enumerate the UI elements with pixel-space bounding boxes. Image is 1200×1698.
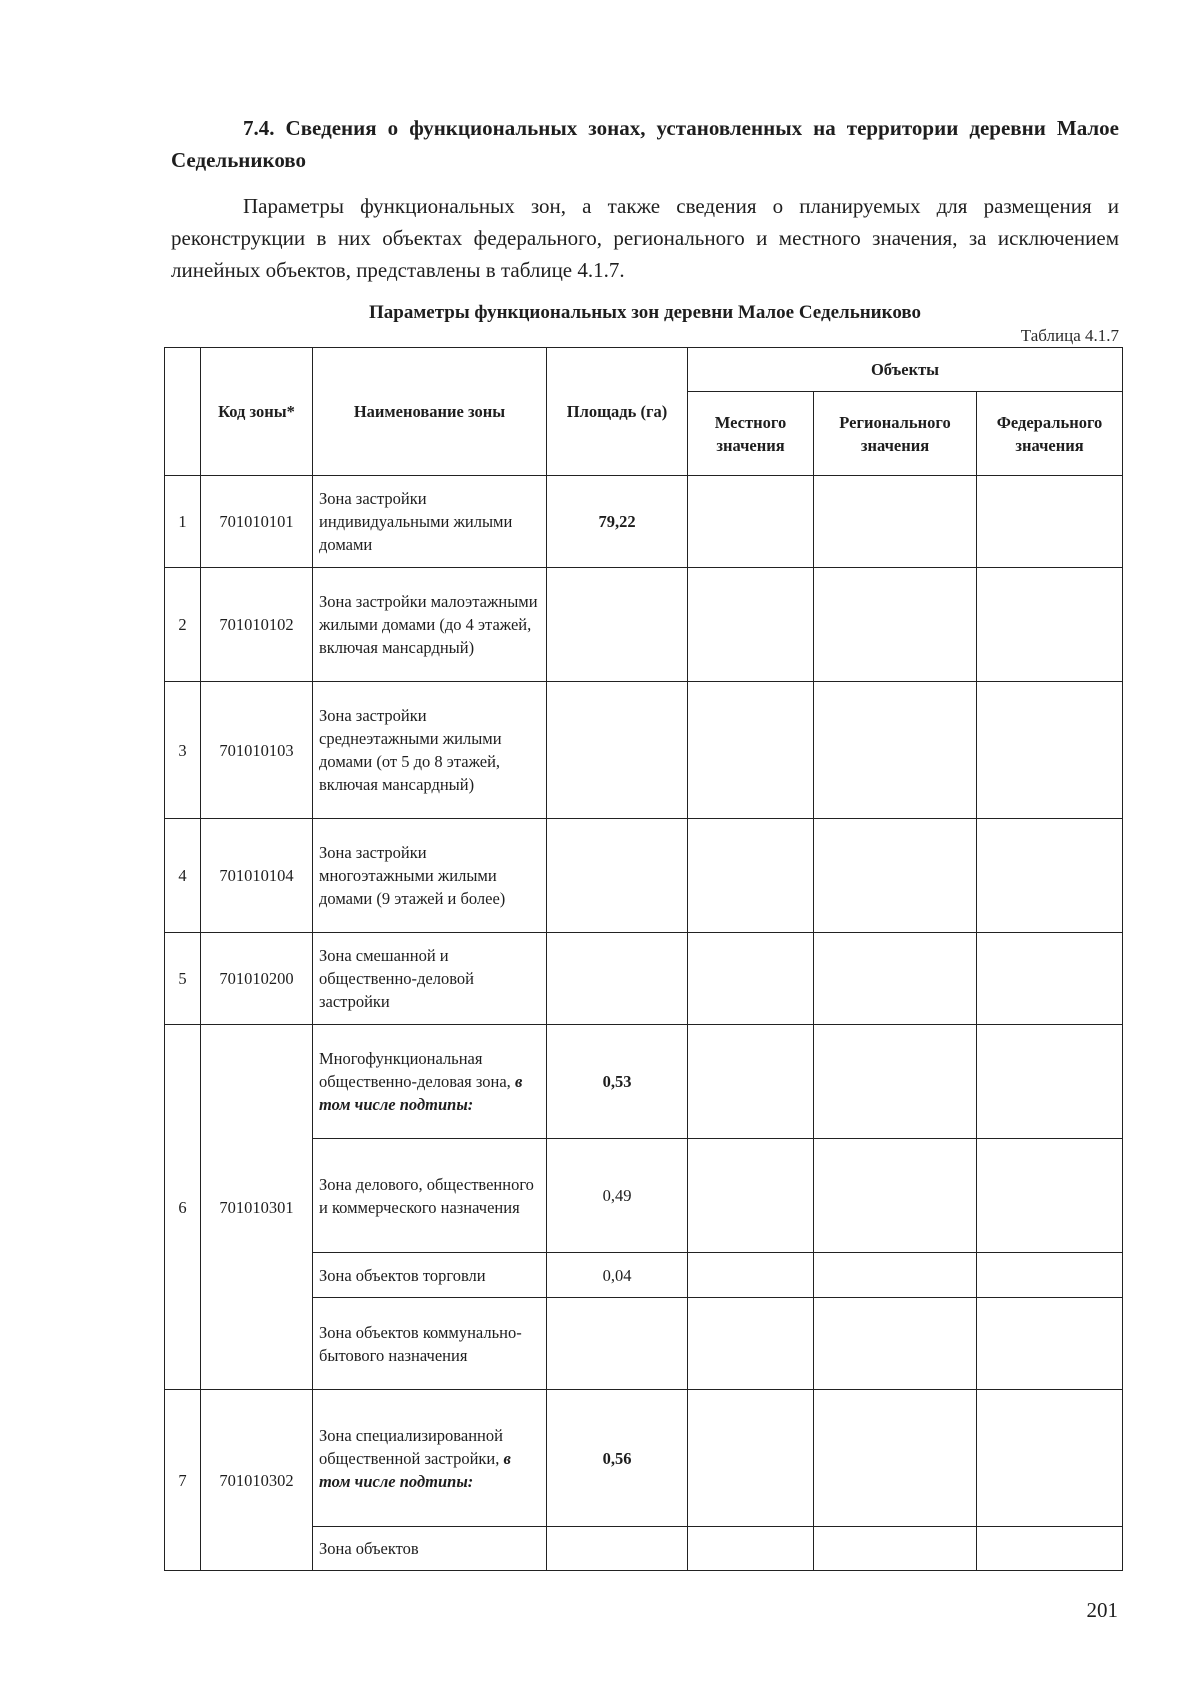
row-num: 6 [165, 1025, 201, 1390]
regional-objects-cell [814, 1253, 977, 1298]
table-row [165, 819, 1123, 933]
zone-code: 701010200 [201, 933, 313, 1025]
local-objects-cell [688, 1025, 814, 1139]
zone-name-main: Многофункциональная общественно-деловая зона, [319, 1049, 511, 1091]
zone-code: 701010101 [201, 476, 313, 568]
zone-area [547, 933, 688, 1025]
row-num: 7 [165, 1390, 201, 1571]
header-name: Наименование зоны [313, 348, 547, 476]
zone-name: Зона застройки многоэтажными жилыми домами (9 этажей и более) [313, 819, 547, 933]
local-objects-cell [688, 819, 814, 933]
local-objects-cell [688, 682, 814, 819]
federal-objects-cell [977, 1298, 1123, 1390]
zone-name-main: Зона специализированной общественной застройки, [319, 1425, 503, 1468]
zone-name: Зона объектов коммунально-бытового назначения [313, 1298, 547, 1390]
local-objects-cell [688, 1253, 814, 1298]
row-num: 2 [165, 568, 201, 682]
intro-paragraph: Параметры функциональных зон, а также сведения о планируемых для размещения и реконструкции в них объектах федерального, регионального и местного значения, за исключением линейных объектов, представлены в таблице 4.1.7. [171, 194, 1119, 282]
regional-objects-cell [814, 568, 977, 682]
zone-area [547, 568, 688, 682]
zone-area: 0,53 [547, 1025, 688, 1139]
regional-objects-cell [814, 476, 977, 568]
local-objects-cell [688, 933, 814, 1025]
federal-objects-cell [977, 819, 1123, 933]
regional-objects-cell [814, 1527, 977, 1571]
section-heading: 7.4. Сведения о функциональных зонах, установленных на территории деревни Малое Седельниково [171, 116, 1119, 172]
zone-code: 701010302 [201, 1390, 313, 1571]
federal-objects-cell [977, 1025, 1123, 1139]
zone-name [313, 1025, 547, 1139]
table-label: Таблица 4.1.7 [1020, 326, 1119, 345]
local-objects-cell [688, 568, 814, 682]
local-objects-cell [688, 1390, 814, 1527]
regional-objects-cell [814, 1025, 977, 1139]
zone-area: 0,49 [547, 1139, 688, 1253]
zone-name: Зона объектов [313, 1527, 547, 1571]
table-row [165, 682, 1123, 819]
zone-name: Зона застройки индивидуальными жилыми домами [313, 476, 547, 568]
zone-area [547, 1298, 688, 1390]
regional-objects-cell [814, 1298, 977, 1390]
federal-objects-cell [977, 476, 1123, 568]
header-regional: Регионального значения [814, 392, 977, 476]
header-local: Местного значения [688, 392, 814, 476]
zone-area [547, 1527, 688, 1571]
zone-code: 701010102 [201, 568, 313, 682]
table-row [165, 568, 1123, 682]
zone-code: 701010104 [201, 819, 313, 933]
local-objects-cell [688, 1139, 814, 1253]
zone-code: 701010301 [201, 1025, 313, 1390]
zones-table [164, 347, 1123, 1571]
local-objects-cell [688, 1527, 814, 1571]
zone-name: Зона делового, общественного и коммерческого назначения [313, 1139, 547, 1253]
regional-objects-cell [814, 1139, 977, 1253]
row-num: 1 [165, 476, 201, 568]
header-code: Код зоны* [201, 348, 313, 476]
zone-name: Зона объектов торговли [313, 1253, 547, 1298]
header-objects: Объекты [688, 348, 1123, 392]
zone-name: Зона смешанной и общественно-деловой застройки [313, 933, 547, 1025]
table-row [165, 1390, 1123, 1527]
table-row [165, 1025, 1123, 1139]
federal-objects-cell [977, 682, 1123, 819]
federal-objects-cell [977, 1253, 1123, 1298]
federal-objects-cell [977, 1527, 1123, 1571]
row-num: 4 [165, 819, 201, 933]
zone-name [313, 1390, 547, 1527]
zone-name: Зона застройки малоэтажными жилыми домами (до 4 этажей, включая мансардный) [313, 568, 547, 682]
zone-area: 0,56 [547, 1390, 688, 1527]
regional-objects-cell [814, 933, 977, 1025]
header-num [165, 348, 201, 476]
regional-objects-cell [814, 682, 977, 819]
federal-objects-cell [977, 1390, 1123, 1527]
federal-objects-cell [977, 1139, 1123, 1253]
header-area: Площадь (га) [547, 348, 688, 476]
federal-objects-cell [977, 568, 1123, 682]
table-row [165, 933, 1123, 1025]
regional-objects-cell [814, 819, 977, 933]
zone-area [547, 819, 688, 933]
row-num: 3 [165, 682, 201, 819]
table-title: Параметры функциональных зон деревни Малое Седельниково [368, 302, 921, 323]
row-num: 5 [165, 933, 201, 1025]
table-row [165, 476, 1123, 568]
zone-area: 79,22 [547, 476, 688, 568]
local-objects-cell [688, 476, 814, 568]
zone-area [547, 682, 688, 819]
header-federal: Федерального значения [977, 392, 1123, 476]
page-number: 201 [1086, 1598, 1118, 1622]
regional-objects-cell [814, 1390, 977, 1527]
local-objects-cell [688, 1298, 814, 1390]
zone-name-subtypes-note: в том числе подтипы: [319, 1072, 523, 1114]
zone-code: 701010103 [201, 682, 313, 819]
zone-area: 0,04 [547, 1253, 688, 1298]
federal-objects-cell [977, 933, 1123, 1025]
zone-name: Зона застройки среднеэтажными жилыми домами (от 5 до 8 этажей, включая мансардный) [313, 682, 547, 819]
zone-name-subtypes-note: в том числе подтипы: [319, 1448, 511, 1491]
